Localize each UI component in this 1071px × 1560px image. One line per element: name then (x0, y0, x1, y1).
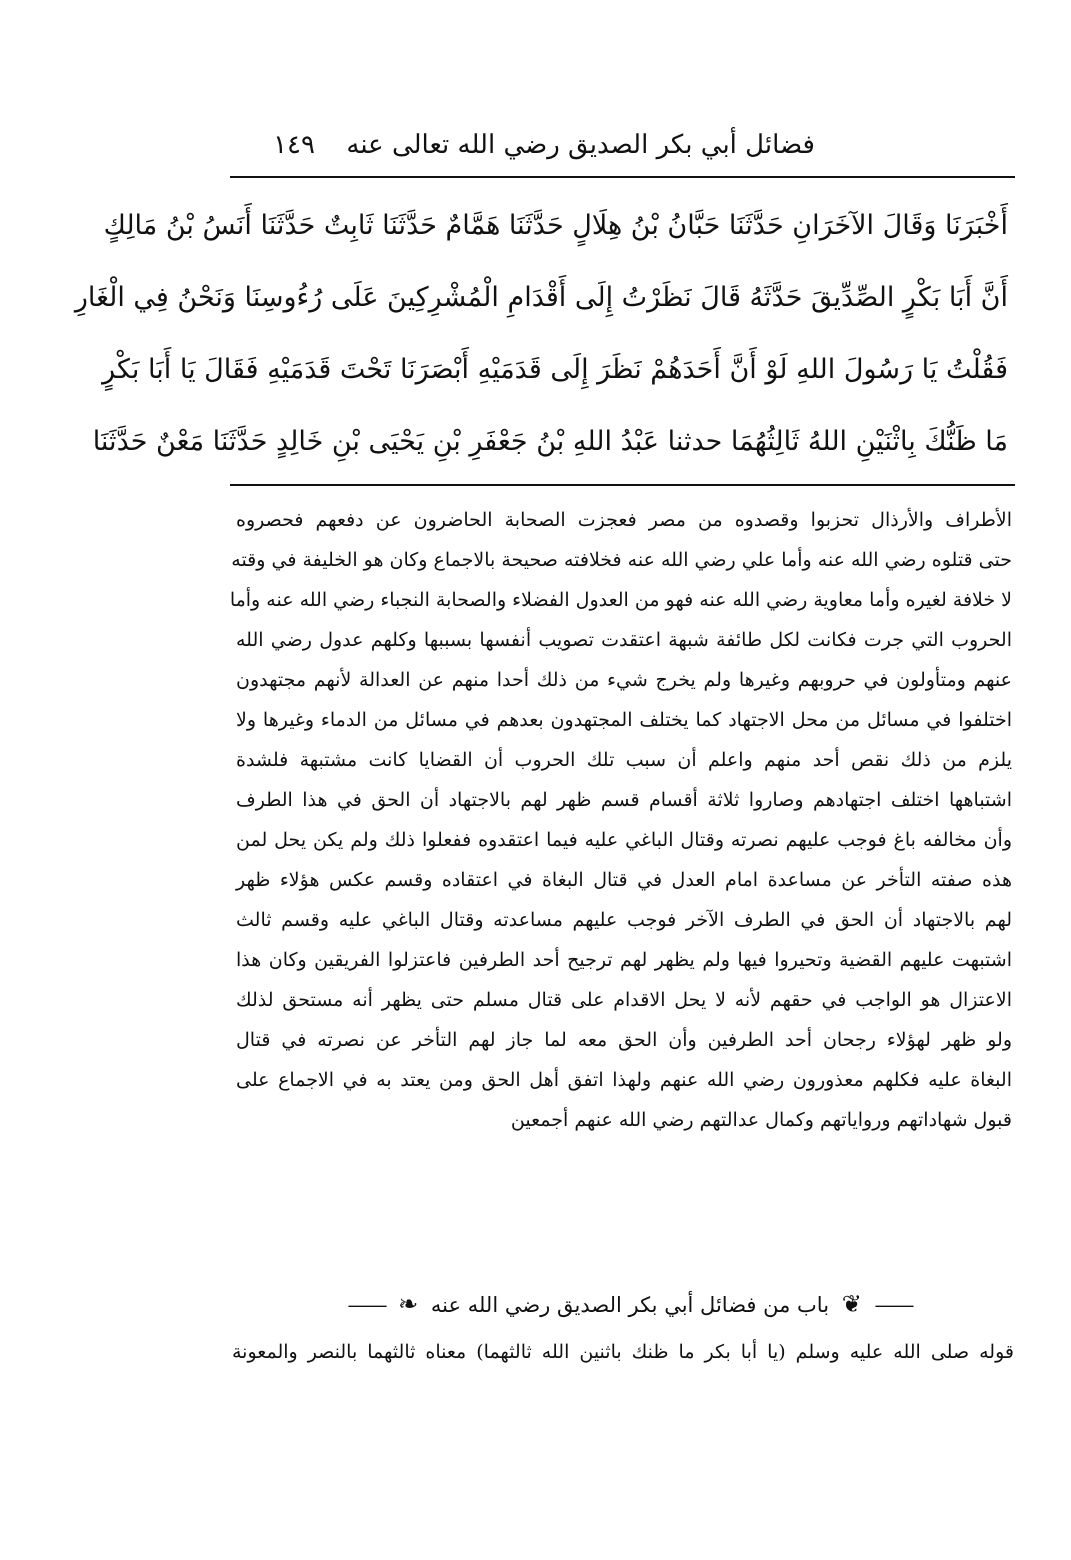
commentary-line: اشتباهها اختلف اجتهادهم وصاروا ثلاثة أقسام قسم ظهر لهم بالاجتهاد أن الحق في هذا الطرف (236, 789, 1012, 811)
commentary-line: لا خلافة لغيره وأما معاوية رضي الله عنه فهو من العدول الفضلاء والصحابة النجباء رضي الله عنه وأما (229, 589, 1012, 611)
commentary-line: الأطراف والأرذال تحزبوا وقصدوه من مصر فعجزت الصحابة الحاضرون عن دفعهم فحصروه (236, 509, 1012, 531)
commentary-block (229, 500, 1012, 1140)
page-number: ١٤٩ (273, 130, 315, 160)
commentary-final-line: قوله صلى الله عليه وسلم (يا أبا بكر ما ظنك باثنين الله ثالثهما) معناه ثالثهما بالنصر والمعونة (232, 1341, 1014, 1363)
commentary-line: قبول شهاداتهم ورواياتهم وكمال عدالتهم رضي الله عنهم أجمعين (510, 1109, 1012, 1131)
hadith-text-block (74, 190, 1008, 478)
chapter-heading-text: باب من فضائل أبي بكر الصديق رضي الله عنه (430, 1293, 830, 1317)
commentary-line: يلزم من ذلك نقص أحد منهم واعلم أن سبب تلك الحروب أن القضايا كانت مشتبهة فلشدة (236, 749, 1012, 771)
commentary-line: الحروب التي جرت فكانت لكل طائفة شبهة اعتقدت تصويب أنفسها بسببها وكلهم عدول رضي الله (236, 629, 1012, 651)
heading-dash-left: —— (347, 1293, 386, 1317)
commentary-line: هذه صفته التأخر عن مساعدة امام العدل في قتال البغاة في اعتقاده وقسم عكس هؤلاء ظهر (236, 869, 1012, 891)
header-rule (230, 176, 1015, 178)
ornament-right-icon: ❦ (841, 1290, 862, 1318)
commentary-line: لهم بالاجتهاد أن الحق في الطرف الآخر فوجب عليهم مساعدته وقتال الباغي عليه وقسم ثالث (236, 909, 1012, 931)
commentary-line: اشتبهت عليهم القضية وتحيروا فيها ولم يظهر لهم ترجيح أحد الطرفين فاعتزلوا الفريقين وكان هذا (236, 949, 1012, 971)
page-header (230, 128, 1015, 174)
hadith-line: أَخْبَرَنَا وَقَالَ الآخَرَانِ حَدَّثَنَا حَبَّانُ بْنُ هِلَالٍ حَدَّثَنَا هَمَّامٌ حَدَّثَنَا ثَابِتٌ حَدَّثَنَا أَنَسُ بْنُ مَالِكٍ (103, 210, 1008, 241)
ornament-left-icon: ❧ (398, 1290, 419, 1318)
section-divider-rule (230, 484, 1015, 486)
heading-dash-right: —— (874, 1293, 913, 1317)
commentary-line: ولو ظهر لهؤلاء رجحان أحد الطرفين وأن الحق معه لما جاز لهم التأخر عن نصرته في قتال (236, 1029, 1012, 1051)
commentary-line: اختلفوا في مسائل من محل الاجتهاد كما يختلف المجتهدون بعدهم في مسائل من الدماء وغيرها ولا (236, 709, 1012, 731)
hadith-line: أَنَّ أَبَا بَكْرٍ الصِّدِّيقَ حَدَّثَهُ قَالَ نَظَرْتُ إِلَى أَقْدَامِ الْمُشْرِكِينَ عَلَى رُءُوسِنَا وَنَحْنُ فِي الْغَارِ (74, 282, 1008, 313)
commentary-line: حتى قتلوه رضي الله عنه وأما علي رضي الله عنه فخلافته صحيحة بالاجماع وكان هو الخليفة في وقته (231, 549, 1012, 571)
commentary-line: البغاة عليه فكلهم معذورون رضي الله عنهم ولهذا اتفق أهل الحق ومن يعتد به في الاجماع على (236, 1069, 1012, 1091)
chapter-heading (280, 1282, 980, 1326)
commentary-line: وأن مخالفه باغ فوجب عليهم نصرته وقتال الباغي عليه فيما اعتقدوه ففعلوا ذلك ولم يكن يحل لمن (236, 829, 1012, 851)
hadith-line: فَقُلْتُ يَا رَسُولَ اللهِ لَوْ أَنَّ أَحَدَهُمْ نَظَرَ إِلَى قَدَمَيْهِ أَبْصَرَنَا تَحْتَ قَدَمَيْهِ فَقَالَ يَا أَبَا بَكْرٍ (102, 354, 1008, 385)
running-title: فضائل أبي بكر الصديق رضي الله تعالى عنه (346, 130, 815, 160)
hadith-line: مَا ظَنُّكَ بِاثْنَيْنِ اللهُ ثَالِثُهُمَا حدثنا عَبْدُ اللهِ بْنُ جَعْفَرِ بْنِ يَحْيَى بْنِ خَالِدٍ حَدَّثَنَا مَعْنٌ حَدَّثَنَا (92, 426, 1008, 457)
commentary-line: الاعتزال هو الواجب في حقهم لأنه لا يحل الاقدام على قتال مسلم حتى يظهر أنه مستحق لذلك (236, 989, 1012, 1011)
commentary-line: عنهم ومتأولون في حروبهم وغيرها ولم يخرج شيء من ذلك أحدا منهم عن العدالة لأنهم مجتهدون (236, 669, 1012, 691)
